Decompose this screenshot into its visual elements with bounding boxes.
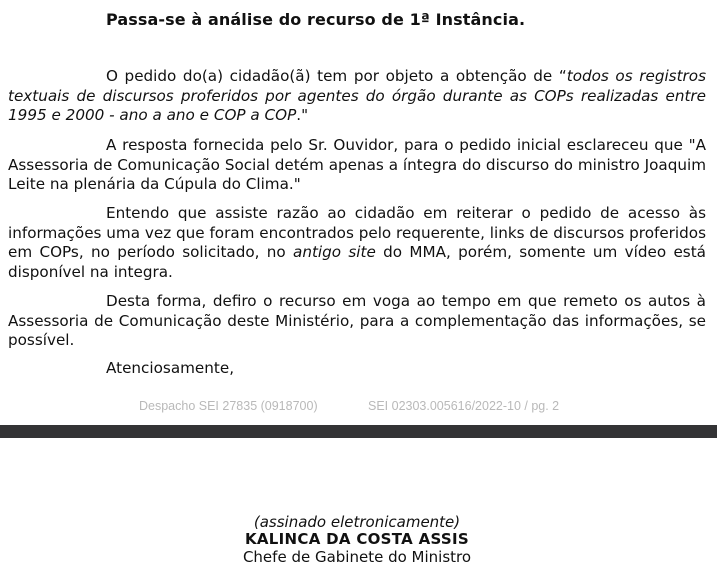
request-intro-text: O pedido do(a) cidadão(ã) tem por objeto a obtenção de “	[106, 67, 567, 85]
signer-name: KALINCA DA COSTA ASSIS	[244, 530, 470, 548]
despacho-reference: Despacho SEI 27835 (0918700)	[139, 399, 318, 413]
analysis-text-start: Entendo que assiste razão ao cidadão em reiterar o pedido de acesso às informações uma vez que foram encontrados pelo requerente, links de discursos proferidos em COPs, no período solicitado, no	[8, 204, 706, 261]
analysis-italic-term: antigo site	[293, 243, 376, 261]
signer-role: Chefe de Gabinete do Ministro	[242, 548, 472, 566]
request-closing-quote: ."	[296, 106, 309, 124]
page-break-divider	[0, 425, 717, 438]
paragraph-ouvidor-response	[8, 136, 706, 195]
process-page-reference: SEI 02303.005616/2022-10 / pg. 2	[368, 399, 560, 413]
paragraph-analysis	[8, 204, 706, 282]
closing-salutation: Atenciosamente,	[106, 359, 235, 377]
analysis-text-end: do MMA, porém, somente um vídeo está disponível na integra.	[8, 243, 706, 281]
ouvidor-response-text: A resposta fornecida pelo Sr. Ouvidor, para o pedido inicial esclareceu que "A Assessoria de Comunicação Social detém apenas a íntegra do discurso do ministro Joaquim Leite na plenária da Cúpula do Clima."	[8, 136, 706, 193]
paragraph-request	[8, 67, 706, 126]
signature-note: (assinado eletronicamente)	[253, 513, 461, 531]
section-heading: Passa-se à análise do recurso de 1ª Instância.	[106, 10, 526, 29]
paragraph-decision	[8, 292, 706, 351]
request-quoted-text: todos os registros textuais de discursos proferidos por agentes do órgão durante as COPs realizadas entre 1995 e 2000 - ano a ano e COP a COP	[8, 67, 706, 124]
decision-text: Desta forma, defiro o recurso em voga ao tempo em que remeto os autos à Assessoria de Comunicação deste Ministério, para a complementação das informações, se possível.	[8, 292, 706, 349]
